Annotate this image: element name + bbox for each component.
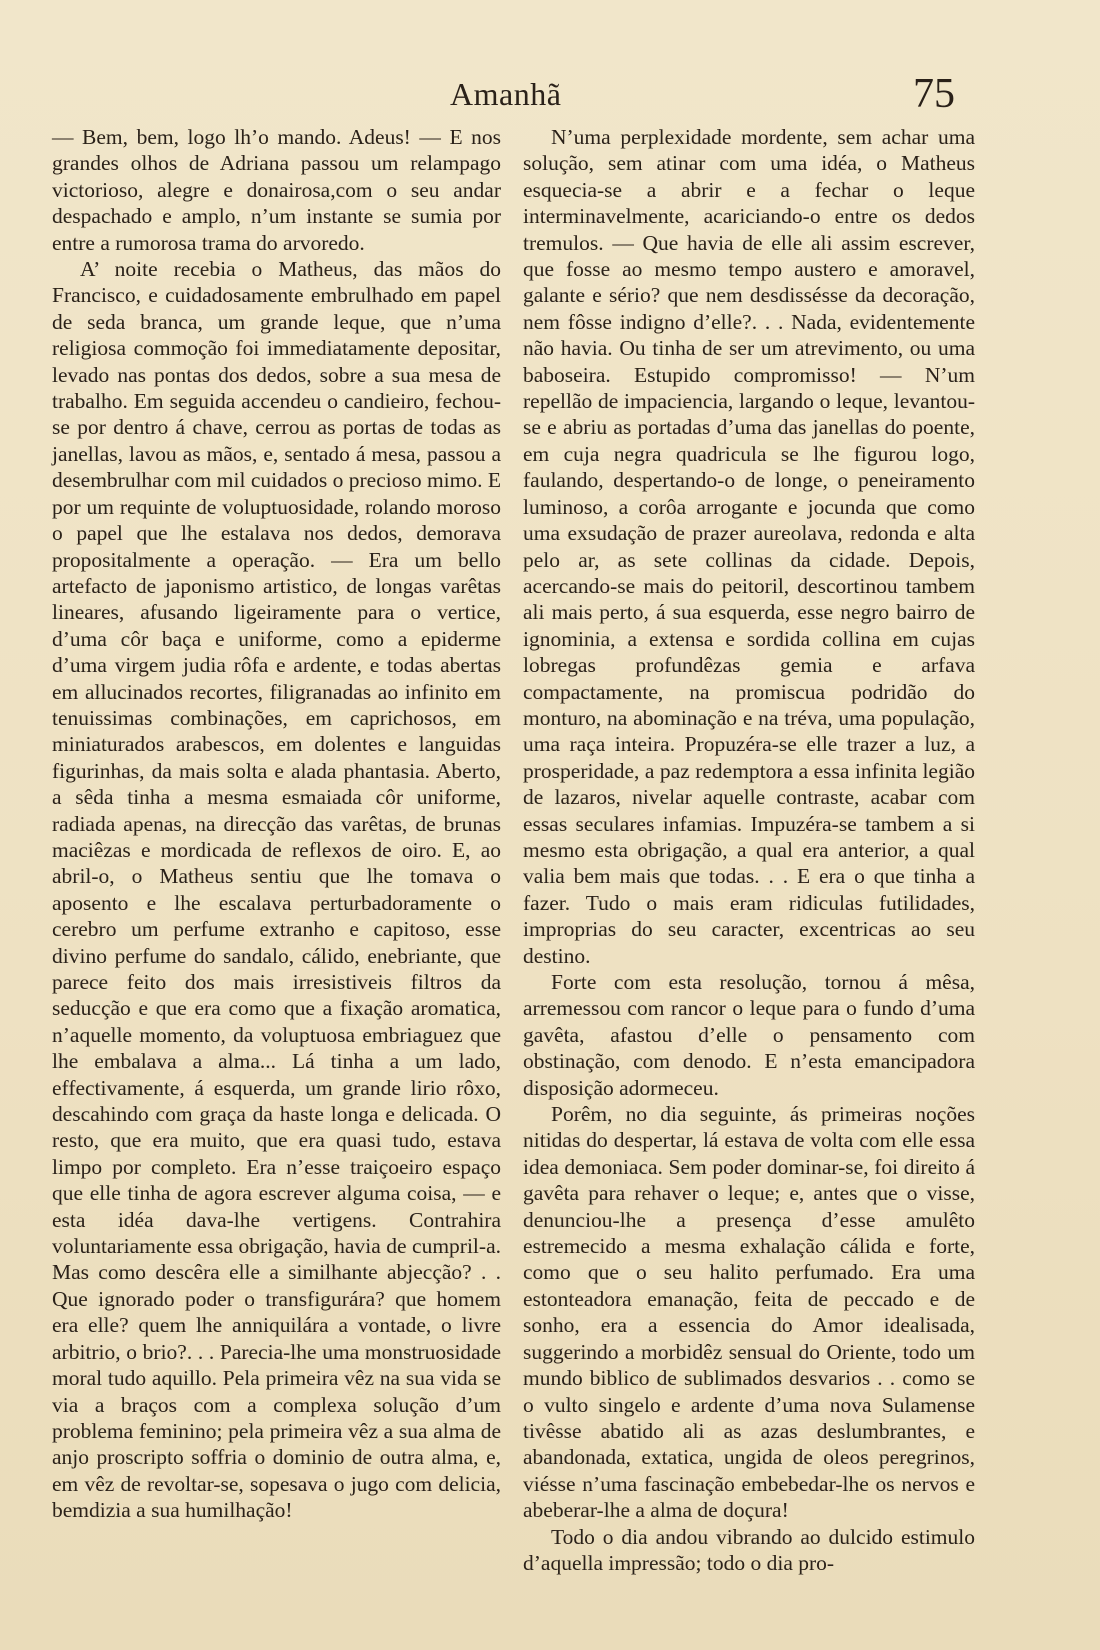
paragraph: Todo o dia andou vibrando ao dulcido estimulo d’aquella impressão; todo o dia pro- <box>523 1524 975 1575</box>
paragraph: Forte com esta resolução, tornou á mêsa, arremessou com rancor o leque para o fundo d’uma gavêta, afastou d’elle o pensamento com obstinação, com denodo. E n’esta emancipadora disposição adormeceu. <box>523 970 975 1100</box>
paragraph: Porêm, no dia seguinte, ás primeiras noções nitidas do despertar, lá estava de volta com elle essa idea demoniaca. Sem poder dominar-se, foi direito á gavêta para rehaver o leque; e, antes que o visse, denunciou-lhe a presença d’esse amulêto estremecido a mesma exhalação cálida e forte, como que o seu halito perfumado. Era uma estonteadora emanação, feita de peccado e de sonho, era a essencia do Amor idealisada, suggerindo a morbidêz sensual do Oriente, todo um mundo biblico de sublimados desvarios . . como se o vulto singelo e ardente d’uma nova Sulamense tivêsse abatido ali as azas deslumbrantes, e abandonada, extatica, ungida de oleos peregrinos, viésse n’uma fascinação embebedar-lhe os nervos e abeberar-lhe a alma de doçura! <box>523 1102 975 1523</box>
right-column <box>523 124 975 1576</box>
chapter-title: Amanhã <box>450 76 562 112</box>
running-header <box>0 66 1100 116</box>
page-number: 75 <box>913 71 955 117</box>
paragraph: A’ noite recebia o Matheus, das mãos do Francisco, e cuidadosamente embrulhado em papel de seda branca, um grande leque, que n’uma religiosa commoção foi immediatamente depositar, levado nas pontas dos dedos, sobre a sua mesa de trabalho. Em seguida accendeu o candieiro, fechou-se por dentro á chave, cerrou as portas de todas as janellas, lavou as mãos, e, sentado á mesa, passou a desembrulhar com mil cuidados o precioso mimo. E por um requinte de voluptuosidade, rolando moroso o papel que lhe estalava nos dedos, demorava propositalmente a operação. — Era um bello artefacto de japonismo artistico, de longas varêtas lineares, afusando ligeiramente para o vertice, d’uma côr baça e uniforme, como a epiderme d’uma virgem judia rôfa e ardente, e todas abertas em allucinados recortes, filigranadas ao infinito em tenuissimas combinações, em caprichosos, em miniaturados arabescos, em dolentes e languidas figurinhas, da mais solta e alada phantasia. Aberto, a sêda tinha a mesma esmaiada côr uniforme, radiada apenas, na direcção das varêtas, de brunas maciêzas e mordicada de reflexos de oiro. E, ao abril-o, o Matheus sentiu que lhe tomava o aposento e lhe escalava perturbadoramente o cerebro um perfume extranho e capitoso, esse divino perfume do sandalo, cálido, enebriante, que parece feito dos mais irresistiveis filtros da seducção e que era como que a fixação aromatica, n’aquelle momento, da voluptuosa embriaguez que lhe embalava a alma... Lá tinha a um lado, effectivamente, á esquerda, um grande lirio rôxo, descahindo com graça da haste longa e delicada. O resto, que era muito, que era quasi tudo, estava limpo por completo. Era n’esse traiçoeiro espaço que elle tinha de agora escrever alguma coisa, — e esta idéa dava-lhe vertigens. Contrahira voluntariamente essa obrigação, havia de cumpril-a. Mas como descêra elle a similhante abjecção? . . Que ignorado poder o transfigurára? que homem era elle? quem lhe anniquilára a vontade, o livre arbitrio, o brio?. . . Parecia-lhe uma monstruosidade moral tudo aquillo. Pela primeira vêz na sua vida se via a braços com a complexa solução d’um problema feminino; pela primeira vêz a sua alma de anjo proscripto soffria o dominio de outra alma, e, em vêz de revoltar-se, sopesava o jugo com delicia, bemdizia a sua humilhação! <box>52 257 502 1523</box>
paragraph: — Bem, bem, logo lh’o mando. Adeus! — E nos grandes olhos de Adriana passou um relampago victorioso, alegre e donairosa,com o seu andar despachado e amplo, n’um instante se sumia por entre a rumorosa trama do arvoredo. <box>52 125 501 255</box>
paragraph: N’uma perplexidade mordente, sem achar uma solução, sem atinar com uma idéa, o Matheus esquecia-se a abrir e a fechar o leque interminavelmente, acariciando-o entre os dedos tremulos. — Que havia de elle ali assim escrever, que fosse ao mesmo tempo austero e amoravel, galante e sério? que nem desdissésse da decoração, nem fôsse indigno d’elle?. . . Nada, evidentemente não havia. Ou tinha de ser um atrevimento, ou uma baboseira. Estupido compromisso! — N’um repellão de impaciencia, largando o leque, levantou-se e abriu as portadas d’uma das janellas do poente, em cuja negra quadricula se lhe figurou logo, faulando, despertando-o de longe, o peneiramento luminoso, a corôa arrogante e jocunda que como uma exsudação de prazer aureolava, redonda e alta pelo ar, as sete collinas da cidade. Depois, acercando-se mais do peitoril, descortinou tambem ali mais perto, á sua esquerda, esse negro bairro de ignominia, a extensa e sordida collina em cujas lobregas profundêzas gemia e arfava compactamente, na promiscua podridão do monturo, na abominação e na tréva, uma população, uma raça inteira. Propuzéra-se elle trazer a luz, a prosperidade, a paz redemptora a essa infinita legião de lazaros, nivelar aquelle contraste, acabar com essas seculares infamias. Impuzéra-se tambem a si mesmo esta obrigação, a qual era anterior, a qual valia bem mais que todas. . . E era o que tinha a fazer. Tudo o mais eram ridiculas futilidades, improprias do seu caracter, excentricas ao seu destino. <box>523 125 975 968</box>
left-column <box>52 124 501 1524</box>
